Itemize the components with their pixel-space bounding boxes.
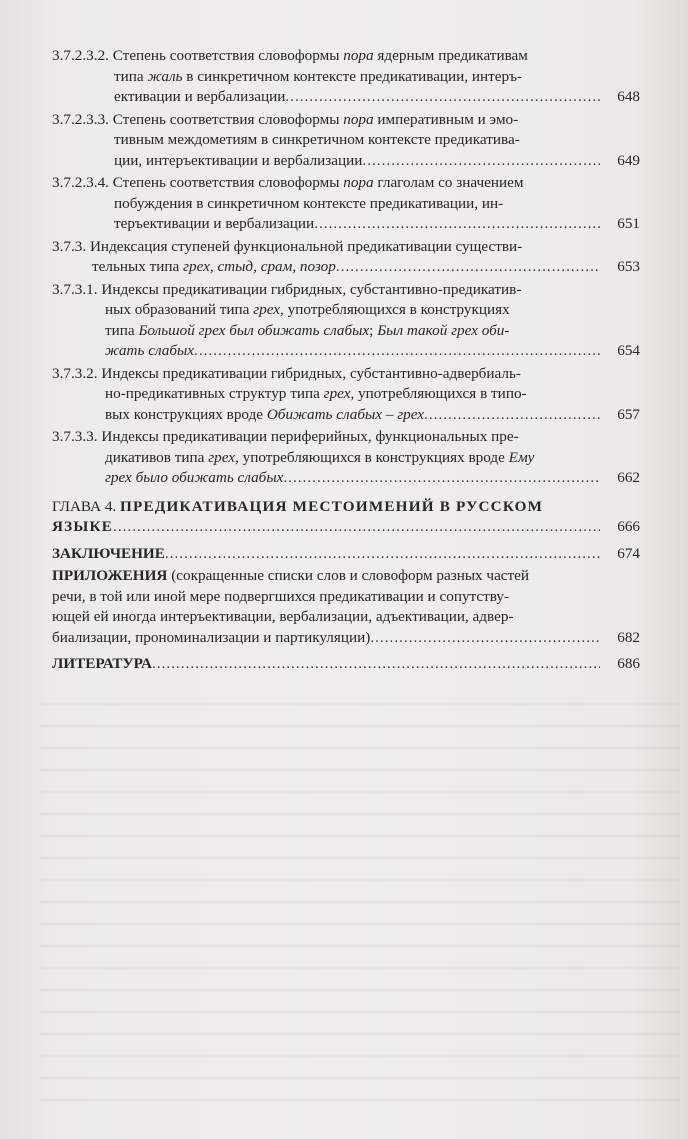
entry-last-line — [52, 517, 640, 538]
appendix-text-line-4: биализации, прономинализации и партикуляции) — [52, 628, 371, 646]
chapter-title-line-2: ЯЗЫКЕ — [52, 518, 114, 535]
dot-leader — [362, 151, 600, 172]
chapter-prefix: ГЛАВА 4. — [52, 497, 117, 515]
toc-entry-conclusion[interactable] — [52, 544, 640, 565]
page-number: 666 — [617, 518, 640, 535]
toc-line — [52, 173, 640, 194]
entry-text-line-1: Степень соответствия словоформы пора глаголам со значением — [112, 174, 524, 191]
table-of-contents — [52, 46, 640, 677]
entry-text-line-2: побуждения в синкретичном контексте предикативации, ин- — [114, 194, 504, 212]
literature-title: ЛИТЕРАТУРА — [52, 655, 152, 672]
dot-leader — [165, 544, 600, 565]
page-number: 657 — [617, 405, 640, 423]
entry-last-line — [52, 214, 640, 235]
toc-entry-3-7-2-3-2[interactable] — [52, 46, 640, 108]
page-number: 653 — [617, 258, 640, 275]
section-number: 3.7.2.3.2. — [52, 47, 109, 64]
entry-last-line — [52, 341, 640, 362]
toc-line — [52, 237, 640, 258]
entry-text-line-3: вых конструкциях вроде Обижать слабых – грех — [105, 405, 425, 423]
entry-last-line — [52, 544, 640, 565]
entry-text-line-1: Степень соответствия словоформы пора ядерным предикативам — [112, 47, 528, 64]
toc-entry-3-7-3[interactable] — [52, 237, 640, 278]
entry-text-line-1: Индексы предикативации гибридных, субстантивно-предикатив- — [101, 280, 522, 298]
entry-text-line-2: дикативов типа грех, употребляющихся в конструкциях вроде Ему — [105, 448, 535, 466]
entry-text-line-4: жать слабых — [105, 342, 195, 359]
page-number: 674 — [617, 544, 640, 562]
entry-text-line-1: Степень соответствия словоформы пора императивным и эмо- — [112, 110, 519, 128]
entry-text-line-3: теръективации и вербализации — [114, 215, 315, 232]
toc-entry-literature[interactable] — [52, 654, 640, 675]
page-number: 686 — [617, 655, 640, 672]
bleed-through-text — [40, 690, 680, 1110]
dot-leader — [336, 257, 600, 278]
entry-text-line-3: ции, интеръективации и вербализации — [114, 151, 363, 169]
toc-line — [52, 566, 640, 587]
page-number: 651 — [617, 215, 640, 232]
toc-line — [52, 427, 640, 448]
entry-last-line — [52, 628, 640, 649]
entry-last-line — [52, 468, 640, 489]
entry-last-line — [52, 151, 640, 172]
appendix-title: ПРИЛОЖЕНИЯ — [52, 567, 168, 584]
dot-leader — [113, 517, 600, 538]
toc-entry-3-7-3-1[interactable] — [52, 280, 640, 362]
toc-entry-3-7-2-3-4[interactable] — [52, 173, 640, 235]
page-number: 648 — [617, 88, 640, 105]
toc-entry-3-7-3-3[interactable] — [52, 427, 640, 489]
entry-text-line-1: Индексация ступеней функциональной предикативации существи- — [89, 237, 523, 255]
toc-entry-chapter-4[interactable] — [52, 497, 640, 538]
entry-text-line-2: тельных типа грех, стыд, срам, позор — [92, 258, 336, 275]
page-number: 649 — [617, 151, 640, 169]
entry-last-line — [52, 654, 640, 675]
section-number: 3.7.3. — [52, 237, 87, 255]
section-number: 3.7.3.1. — [52, 280, 98, 298]
page-number: 662 — [617, 469, 640, 486]
section-number: 3.7.2.3.4. — [52, 174, 109, 191]
section-number: 3.7.3.3. — [52, 428, 98, 445]
toc-line — [52, 497, 640, 518]
conclusion-title: ЗАКЛЮЧЕНИЕ — [52, 544, 165, 562]
page-number: 682 — [617, 628, 640, 646]
dot-leader — [370, 628, 600, 649]
toc-line — [52, 110, 640, 131]
toc-entry-3-7-3-2[interactable] — [52, 364, 640, 426]
entry-text-line-2: но-предикативных структур типа грех, употребляющихся в типо- — [105, 385, 527, 402]
entry-text-line-2: типа жаль в синкретичном контексте предикативации, интеръ- — [114, 67, 523, 85]
toc-line — [52, 280, 640, 301]
section-number: 3.7.3.2. — [52, 364, 98, 382]
entry-text-line-2: ных образований типа грех, употребляющихся в конструкциях — [105, 301, 510, 318]
dot-leader — [283, 468, 600, 489]
dot-leader — [314, 214, 600, 235]
entry-text-line-1: Индексы предикативации периферийных, функциональных пре- — [101, 428, 519, 445]
entry-last-line — [52, 257, 640, 278]
entry-text-line-1: Индексы предикативации гибридных, субстантивно-адвербиаль- — [101, 364, 521, 382]
entry-last-line — [52, 87, 640, 108]
toc-line — [52, 364, 640, 385]
entry-last-line — [52, 405, 640, 426]
toc-entry-3-7-2-3-3[interactable] — [52, 110, 640, 172]
toc-entry-appendix[interactable] — [52, 566, 640, 648]
toc-line — [52, 46, 640, 67]
entry-text-line-3: типа Большой грех был обижать слабых; Был такой грех оби- — [105, 321, 510, 339]
entry-text-line-3: ективации и вербализации — [114, 88, 286, 105]
page-number: 654 — [617, 342, 640, 359]
entry-text-line-2: тивным междометиям в синкретичном контексте предикатива- — [114, 131, 520, 148]
dot-leader — [424, 405, 600, 426]
entry-text-line-3: грех было обижать слабых — [105, 469, 284, 486]
appendix-text-line-2: речи, в той или иной мере подвергшихся предикативации и сопутству- — [52, 587, 510, 605]
section-number: 3.7.2.3.3. — [52, 110, 109, 128]
dot-leader — [194, 341, 600, 362]
dot-leader — [152, 654, 600, 675]
chapter-title-line-1: ПРЕДИКАТИВАЦИЯ МЕСТОИМЕНИЙ В РУССКОМ — [120, 497, 544, 515]
appendix-text-line-3: ющей ей иногда интеръективации, вербализации, адъективации, адвер- — [52, 608, 514, 625]
appendix-text-line-1: (сокращенные списки слов и словоформ разных частей — [171, 567, 530, 584]
dot-leader — [285, 87, 600, 108]
